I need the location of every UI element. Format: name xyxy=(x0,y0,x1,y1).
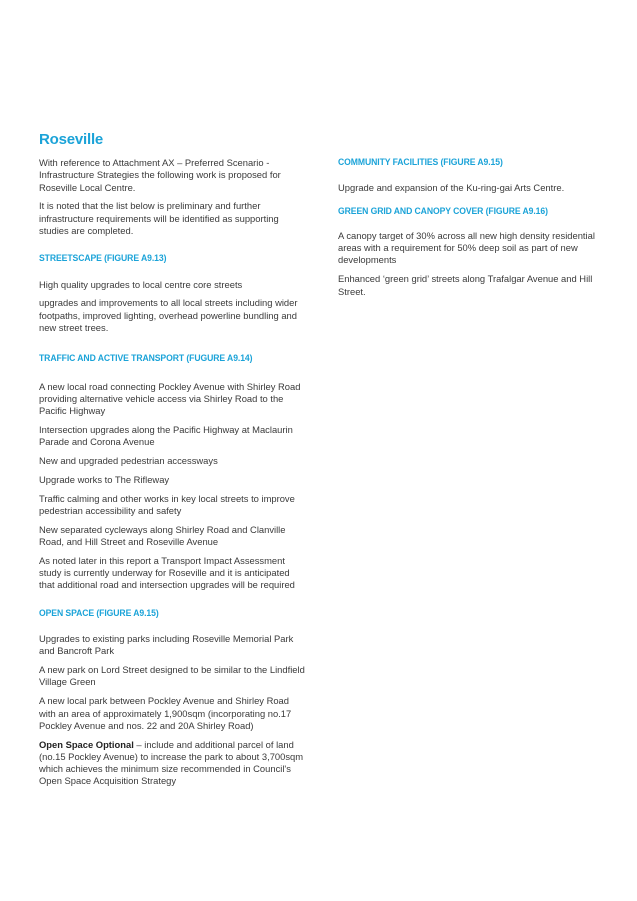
traffic-item: New separated cycleways along Shirley Road and Clanville Road, and Hill Street and Roseville Avenue xyxy=(39,523,286,548)
traffic-item: New and upgraded pedestrian accessways xyxy=(39,455,218,467)
streetscape-item: upgrades and improvements to all local streets including wider footpaths, improved lighting, overhead powerline bundling and new street trees. xyxy=(39,297,298,333)
traffic-item: Intersection upgrades along the Pacific Highway at Maclaurin Parade and Corona Avenue xyxy=(39,423,293,448)
community-item: Upgrade and expansion of the Ku-ring-gai Arts Centre. xyxy=(338,182,565,194)
traffic-heading: TRAFFIC AND ACTIVE TRANSPORT (FUGURE A9.14) xyxy=(39,353,253,365)
open-space-item: Upgrades to existing parks including Roseville Memorial Park and Bancroft Park xyxy=(39,633,294,657)
open-space-optional xyxy=(39,739,307,788)
open-space-heading: OPEN SPACE (FIGURE A9.15) xyxy=(39,607,159,619)
left-column xyxy=(39,157,307,794)
traffic-item: A new local road connecting Pockley Avenue with Shirley Road providing alternative vehicle access via Shirley Road to the Pacific Highway xyxy=(39,380,301,417)
open-space-optional-label: Open Space Optional xyxy=(39,738,134,750)
streetscape-heading: STREETSCAPE (FIGURE A9.13) xyxy=(39,253,167,265)
green-grid-item: A canopy target of 30% across all new high density residential areas with a requirement for 50% deep soil as part of new developments xyxy=(338,229,595,266)
right-column xyxy=(338,157,600,304)
open-space-item: A new local park between Pockley Avenue and Shirley Road with an area of approximately 1,900sqm (incorporating no.17 Pockley Avenue and nos. 22 and 20A Shirley Road) xyxy=(39,695,292,731)
streetscape-item: High quality upgrades to local centre core streets xyxy=(39,278,243,290)
open-space-item: A new park on Lord Street designed to be similar to the Lindfield Village Green xyxy=(39,664,305,688)
intro-paragraph: With reference to Attachment AX – Preferred Scenario - Infrastructure Strategies the following work is proposed for Roseville Local Centre. xyxy=(39,157,281,193)
traffic-item: Upgrade works to The Rifleway xyxy=(39,473,170,485)
traffic-item: Traffic calming and other works in key local streets to improve pedestrian accessibility and safety xyxy=(39,492,295,516)
traffic-item: As noted later in this report a Transport Impact Assessment study is currently underway for Roseville and it is anticipated that additional road and intersection upgrades will be required xyxy=(39,554,295,591)
green-grid-item: Enhanced ‘green grid’ streets along Trafalgar Avenue and Hill Street. xyxy=(338,273,593,297)
intro-paragraph: It is noted that the list below is preliminary and further infrastructure requirements will be identified as supporting studies are completed. xyxy=(39,200,279,236)
green-grid-heading: GREEN GRID AND CANOPY COVER (FIGURE A9.16) xyxy=(338,205,548,217)
page-title: Roseville xyxy=(39,131,104,148)
community-heading: COMMUNITY FACILITIES (FIGURE A9.15) xyxy=(338,157,503,168)
open-space-optional-text: – include and additional parcel of land (no.15 Pockley Avenue) to increase the park to about 3,700sqm which achieves the minimum size recommended in Council's Open Space Acquisition Strategy xyxy=(39,738,304,787)
